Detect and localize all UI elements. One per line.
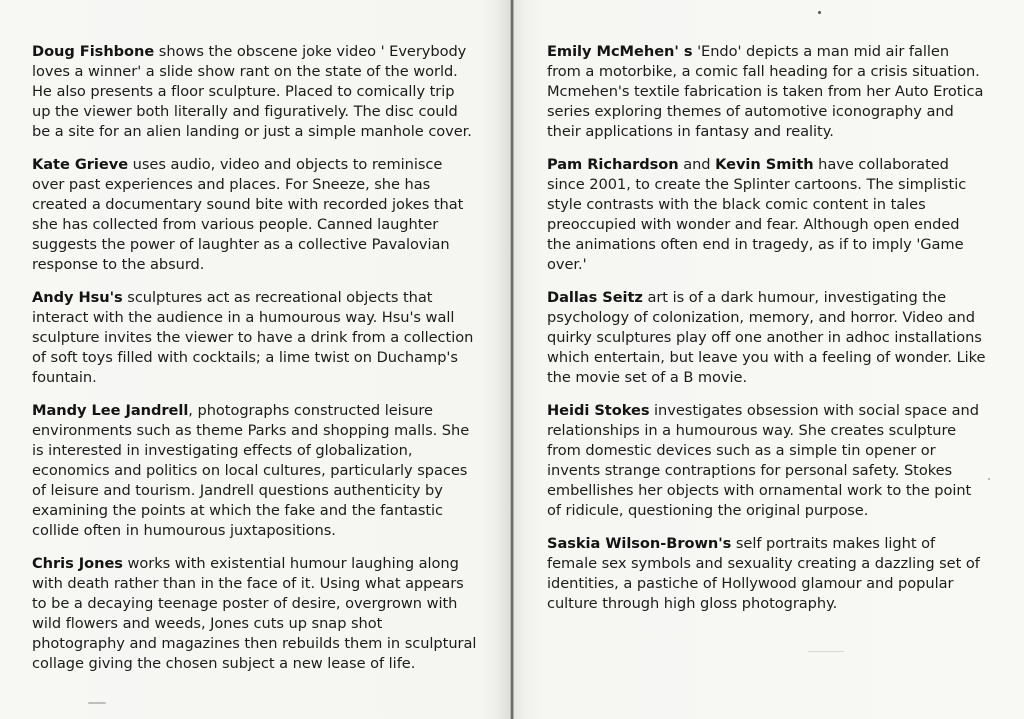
scan-mark (88, 702, 106, 704)
artist-name: Saskia Wilson-Brown's (547, 535, 732, 552)
artist-description: art is of a dark humour, investigating the psychology of colonization, memory, and horror. Video and quirky sculptures play off one another in adhoc installations which entertain, but leave you with a feeling of wonder. Like the movie set of a B movie. (547, 289, 986, 386)
artist-entry-wilson-brown (547, 534, 987, 614)
artist-entry-jandrell (32, 401, 477, 541)
artist-entry-fishbone (32, 42, 477, 142)
artist-name: Andy Hsu's (32, 289, 123, 306)
artist-name: Dallas Seitz (547, 289, 643, 306)
artist-entry-seitz (547, 288, 987, 388)
artist-name: Chris Jones (32, 555, 123, 572)
artist-description: uses audio, video and objects to reminisce over past experiences and places. For Sneeze, she has created a documentary sound bite with recorded jokes that she has collected from various people. Canned laughter suggests the power of laughter as a collective Pavalovian response to the absurd. (32, 156, 464, 273)
artist-description: investigates obsession with social space and relationships in a humourous way. She creates sculpture from domestic devices such as a simple tin opener or invents strange contraptions for personal safety. Stokes embellishes her objects with ornamental work to the point of ridicule, questioning the original purpose. (547, 402, 979, 519)
artist-entry-stokes (547, 401, 987, 521)
artist-description: have collaborated since 2001, to create the Splinter cartoons. The simplistic style contrasts with the black comic content in tales preoccupied with wonder and fear. Although open ended the animations often end in tragedy, as if to imply 'Game over.' (547, 156, 967, 273)
artist-name: Kate Grieve (32, 156, 129, 173)
artist-description: works with existential humour laughing along with death rather than in the face of it. Using what appears to be a decaying teenage poster of desire, overgrown with wild flowers and weeds, Jones cuts up snap shot photography and magazines then rebuilds them in sculptural collage giving the chosen subject a new lease of life. (32, 555, 477, 672)
artist-description: 'Endo' depicts a man mid air fallen from a motorbike, a comic fall heading for a crisis situation. Mcmehen's textile fabrication is taken from her Auto Erotica series exploring themes of automotive iconography and their applications in fantasy and reality. (547, 43, 984, 140)
artist-name-second: Kevin Smith (715, 156, 814, 173)
artist-name: Mandy Lee Jandrell (32, 402, 189, 419)
artist-entry-hsu (32, 288, 477, 388)
left-page (32, 42, 477, 687)
artist-entry-mcmehen (547, 42, 987, 142)
artist-entry-grieve (32, 155, 477, 275)
artist-name: Heidi Stokes (547, 402, 650, 419)
artist-description: shows the obscene joke video ' Everybody loves a winner' a slide show rant on the state of the world. He also presents a floor sculpture. Placed to comically trip up the viewer both literally and figuratively. The disc could be a site for an alien landing or just a simple manhole cover. (32, 43, 472, 140)
right-page (547, 42, 987, 627)
artist-name: Doug Fishbone (32, 43, 155, 60)
artist-description: , photographs constructed leisure environments such as theme Parks and shopping malls. She is interested in investigating effects of globalization, economics and politics on local cultures, particularly spaces of leisure and tourism. Jandrell questions authenticity by examining the points at which the fake and the fantastic collide often in humourous juxtapositions. (32, 402, 470, 539)
artist-name: Pam Richardson (547, 156, 679, 173)
scan-speck (988, 478, 990, 480)
artist-entry-richardson-smith (547, 155, 987, 275)
artist-description: sculptures act as recreational objects that interact with the audience in a humourous way. Hsu's wall sculpture invites the viewer to have a drink from a collection of soft toys filled with cocktails; a lime twist on Duchamp's fountain. (32, 289, 474, 386)
artist-name: Emily McMehen' s (547, 43, 693, 60)
artist-description: self portraits makes light of female sex symbols and sexuality creating a dazzling set of identities, a pastiche of Hollywood glamour and popular culture through high gloss photography. (547, 535, 980, 612)
scan-mark (808, 651, 844, 652)
scan-speck (818, 11, 821, 14)
artist-connector: and (678, 156, 716, 173)
artist-entry-jones (32, 554, 477, 674)
spine-fold (510, 0, 514, 719)
